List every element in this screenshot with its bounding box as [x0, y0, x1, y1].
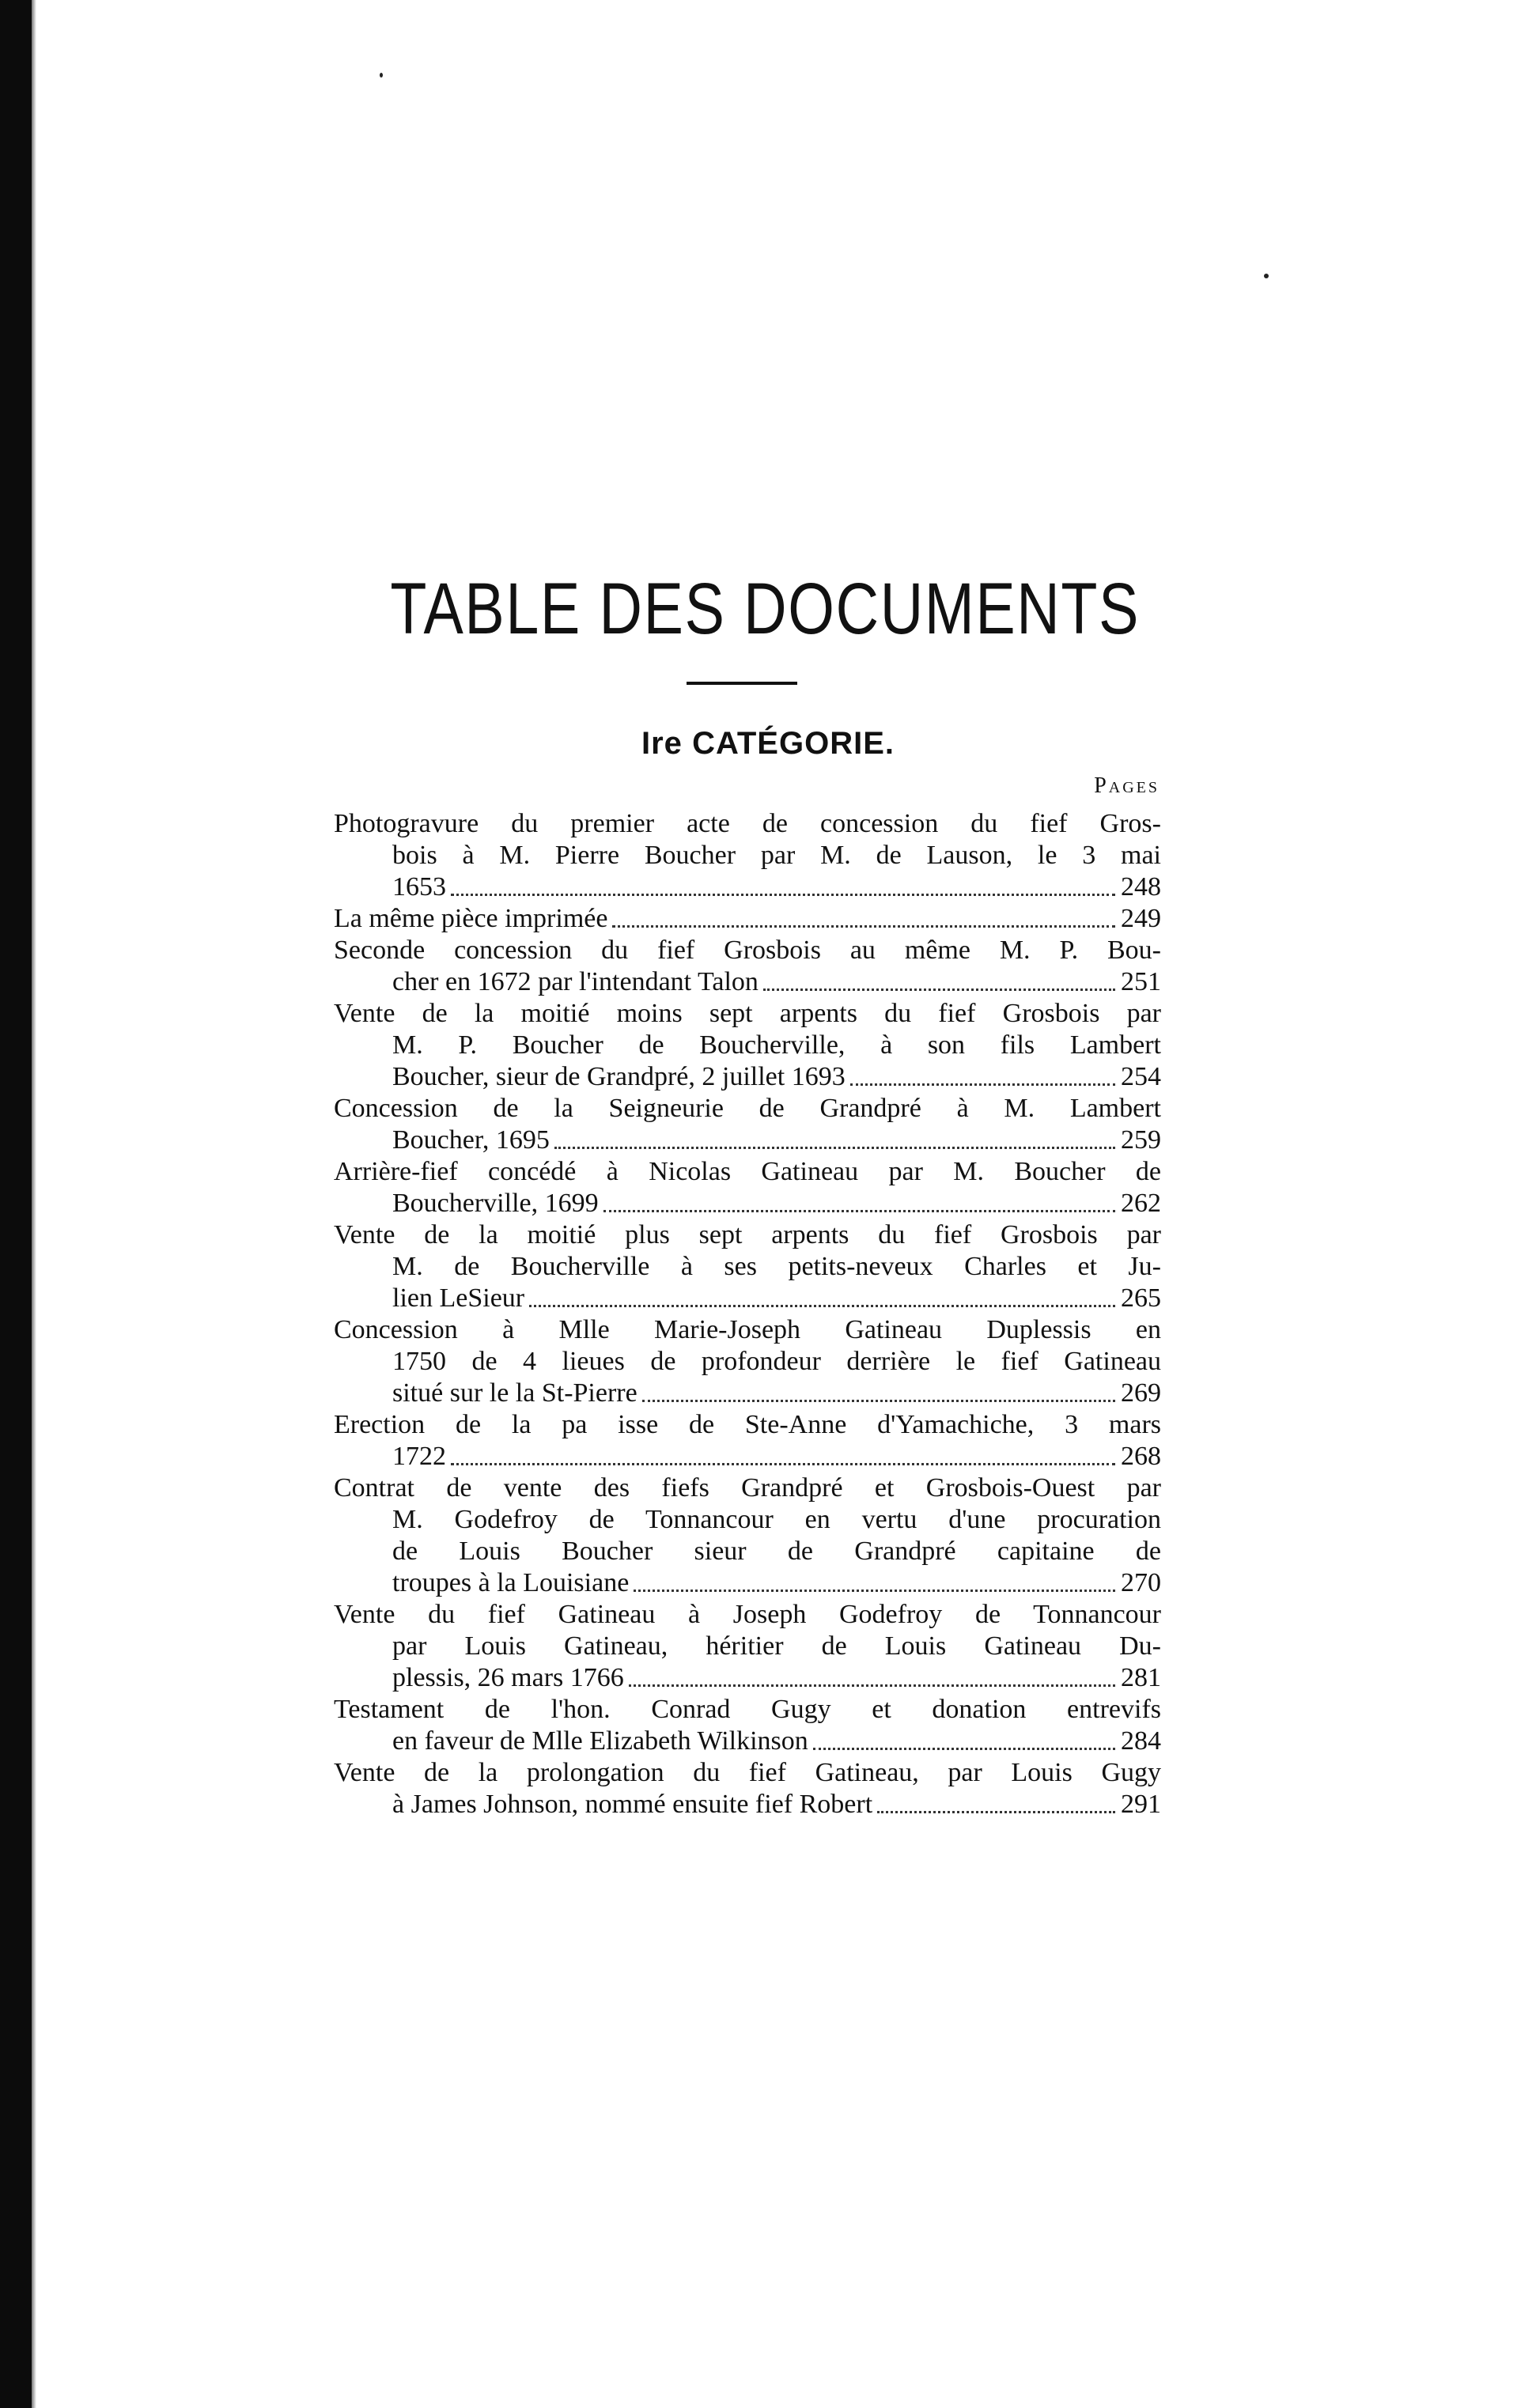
toc-entry-line [334, 871, 1161, 903]
toc-entry-line [334, 1536, 1161, 1567]
toc-entry-text: Concession de la Seigneurie de Grandpré à M. Lambert [334, 1094, 1161, 1123]
toc-entry-text: Vente de la moitié moins sept arpents du fief Grosbois par [334, 999, 1161, 1028]
toc-entry-line [334, 1441, 1161, 1472]
dot-leader [554, 1125, 1115, 1149]
toc-entry-text: 1722 [392, 1442, 446, 1471]
toc-entry-line [334, 1662, 1161, 1694]
toc-entry [334, 998, 1161, 1093]
toc-entry-text: Testament de l'hon. Conrad Gugy et donation entrevifs [334, 1695, 1161, 1724]
toc-entry-line [334, 1219, 1161, 1251]
page-number: 269 [1121, 1378, 1161, 1408]
toc-entry-text: à James Johnson, nommé ensuite fief Robert [392, 1790, 873, 1819]
toc-entry-line [334, 1472, 1161, 1504]
toc-entry-text: en faveur de Mlle Elizabeth Wilkinson [392, 1726, 808, 1756]
toc-entry-text: Erection de la pa isse de Ste-Anne d'Yamachiche, 3 mars [334, 1410, 1161, 1439]
toc-entry-text: plessis, 26 mars 1766 [392, 1663, 624, 1692]
dot-leader [642, 1378, 1115, 1402]
toc-entry-text: 1750 de 4 lieues de profondeur derrière le fief Gatineau [392, 1347, 1161, 1376]
page-number: 270 [1121, 1568, 1161, 1597]
page-number: 254 [1121, 1062, 1161, 1091]
toc-entry-text: cher en 1672 par l'intendant Talon [392, 967, 759, 996]
dot-leader [877, 1789, 1115, 1813]
toc-entry-line [334, 1378, 1161, 1409]
page-number: 268 [1121, 1442, 1161, 1471]
toc-entry-line [334, 808, 1161, 840]
toc-entry-text: Boucher, 1695 [392, 1125, 550, 1155]
page-number: 265 [1121, 1283, 1161, 1313]
toc-entry-text: Seconde concession du fief Grosbois au même M. P. Bou- [334, 936, 1161, 965]
toc-entry-text: situé sur le la St-Pierre [392, 1378, 637, 1408]
toc-entry-line [334, 1409, 1161, 1441]
dot-leader [634, 1567, 1115, 1592]
toc-entry-text: 1653 [392, 872, 446, 902]
toc-entry-text: Boucherville, 1699 [392, 1189, 599, 1218]
dot-leader [529, 1283, 1115, 1307]
page-title: TABLE DES DOCUMENTS [390, 569, 1141, 649]
toc-entry-text: M. Godefroy de Tonnancour en vertu d'une procuration [392, 1505, 1161, 1534]
toc-entry-text: Vente de la moitié plus sept arpents du fief Grosbois par [334, 1220, 1161, 1249]
toc-entry-line [334, 966, 1161, 998]
toc-entry-text: Concession à Mlle Marie-Joseph Gatineau Duplessis en [334, 1315, 1161, 1344]
toc-entry-text: Vente du fief Gatineau à Joseph Godefroy de Tonnancour [334, 1600, 1161, 1629]
toc-entry-text: bois à M. Pierre Boucher par M. de Lauson, le 3 mai [392, 841, 1161, 870]
book-spine-shadow [0, 0, 32, 2408]
toc-entry-line [334, 1346, 1161, 1378]
dot-leader [850, 1061, 1115, 1086]
toc-entry-text: M. de Boucherville à ses petits-neveux Charles et Ju- [392, 1252, 1161, 1281]
page-number: 248 [1121, 872, 1161, 902]
toc-entry-text: lien LeSieur [392, 1283, 525, 1313]
toc-entry-text: Contrat de vente des fiefs Grandpré et Grosbois-Ouest par [334, 1473, 1161, 1503]
page-number: 259 [1121, 1125, 1161, 1155]
toc-entry-line [334, 1125, 1161, 1156]
toc-entry-text: de Louis Boucher sieur de Grandpré capitaine de [392, 1537, 1161, 1566]
toc-entry [334, 1599, 1161, 1694]
page-number: 291 [1121, 1790, 1161, 1819]
title-rule [687, 682, 797, 685]
page-number: 262 [1121, 1189, 1161, 1218]
toc-entry-line [334, 1061, 1161, 1093]
toc-entry-line [334, 1567, 1161, 1599]
toc-entry-line [334, 1188, 1161, 1219]
table-of-documents [334, 808, 1161, 1820]
toc-entry-text: M. P. Boucher de Boucherville, à son fils Lambert [392, 1030, 1161, 1060]
toc-entry [334, 808, 1161, 903]
pages-column-header: Pages [1094, 773, 1160, 798]
toc-entry-line [334, 935, 1161, 966]
toc-entry-text: La même pièce imprimée [334, 904, 608, 933]
category-ordinal: Ire [641, 726, 683, 761]
toc-entry-line [334, 1283, 1161, 1314]
paper-speck [1264, 274, 1269, 278]
toc-entry [334, 903, 1161, 935]
toc-entry-text: Boucher, sieur de Grandpré, 2 juillet 1693 [392, 1062, 846, 1091]
toc-entry-text: Photogravure du premier acte de concession du fief Gros- [334, 809, 1161, 838]
toc-entry-text: Vente de la prolongation du fief Gatineau, par Louis Gugy [334, 1758, 1161, 1787]
page-number: 251 [1121, 967, 1161, 996]
toc-entry-line [334, 1156, 1161, 1188]
dot-leader [763, 966, 1115, 991]
toc-entry-line [334, 1093, 1161, 1125]
dot-leader [603, 1188, 1115, 1212]
dot-leader [612, 903, 1115, 928]
toc-entry [334, 935, 1161, 998]
toc-entry [334, 1093, 1161, 1156]
category-heading [0, 726, 1536, 762]
page-number: 281 [1121, 1663, 1161, 1692]
toc-entry-text: troupes à la Louisiane [392, 1568, 630, 1597]
toc-entry-line [334, 1599, 1161, 1631]
toc-entry-line [334, 1631, 1161, 1662]
toc-entry [334, 1694, 1161, 1757]
dot-leader [629, 1662, 1115, 1687]
dot-leader [813, 1726, 1115, 1750]
toc-entry [334, 1472, 1161, 1599]
toc-entry [334, 1314, 1161, 1409]
toc-entry-line [334, 840, 1161, 871]
toc-entry-line [334, 1504, 1161, 1536]
dot-leader [451, 1441, 1115, 1465]
dot-leader [451, 871, 1115, 896]
toc-entry-text: par Louis Gatineau, héritier de Louis Gatineau Du- [392, 1631, 1161, 1661]
toc-entry [334, 1409, 1161, 1472]
spine-edge [32, 0, 36, 2408]
toc-entry-line [334, 998, 1161, 1030]
toc-entry-line [334, 1251, 1161, 1283]
category-name: CATÉGORIE. [692, 726, 895, 761]
toc-entry-line [334, 1314, 1161, 1346]
toc-entry-line [334, 1789, 1161, 1820]
toc-entry-line [334, 1694, 1161, 1726]
toc-entry [334, 1219, 1161, 1314]
paper-speck [380, 73, 383, 77]
page-number: 249 [1121, 904, 1161, 933]
page-number: 284 [1121, 1726, 1161, 1756]
toc-entry [334, 1757, 1161, 1820]
toc-entry-text: Arrière-fief concédé à Nicolas Gatineau par M. Boucher de [334, 1157, 1161, 1186]
toc-entry [334, 1156, 1161, 1219]
toc-entry-line [334, 1726, 1161, 1757]
toc-entry-line [334, 1757, 1161, 1789]
toc-entry-line [334, 903, 1161, 935]
toc-entry-line [334, 1030, 1161, 1061]
